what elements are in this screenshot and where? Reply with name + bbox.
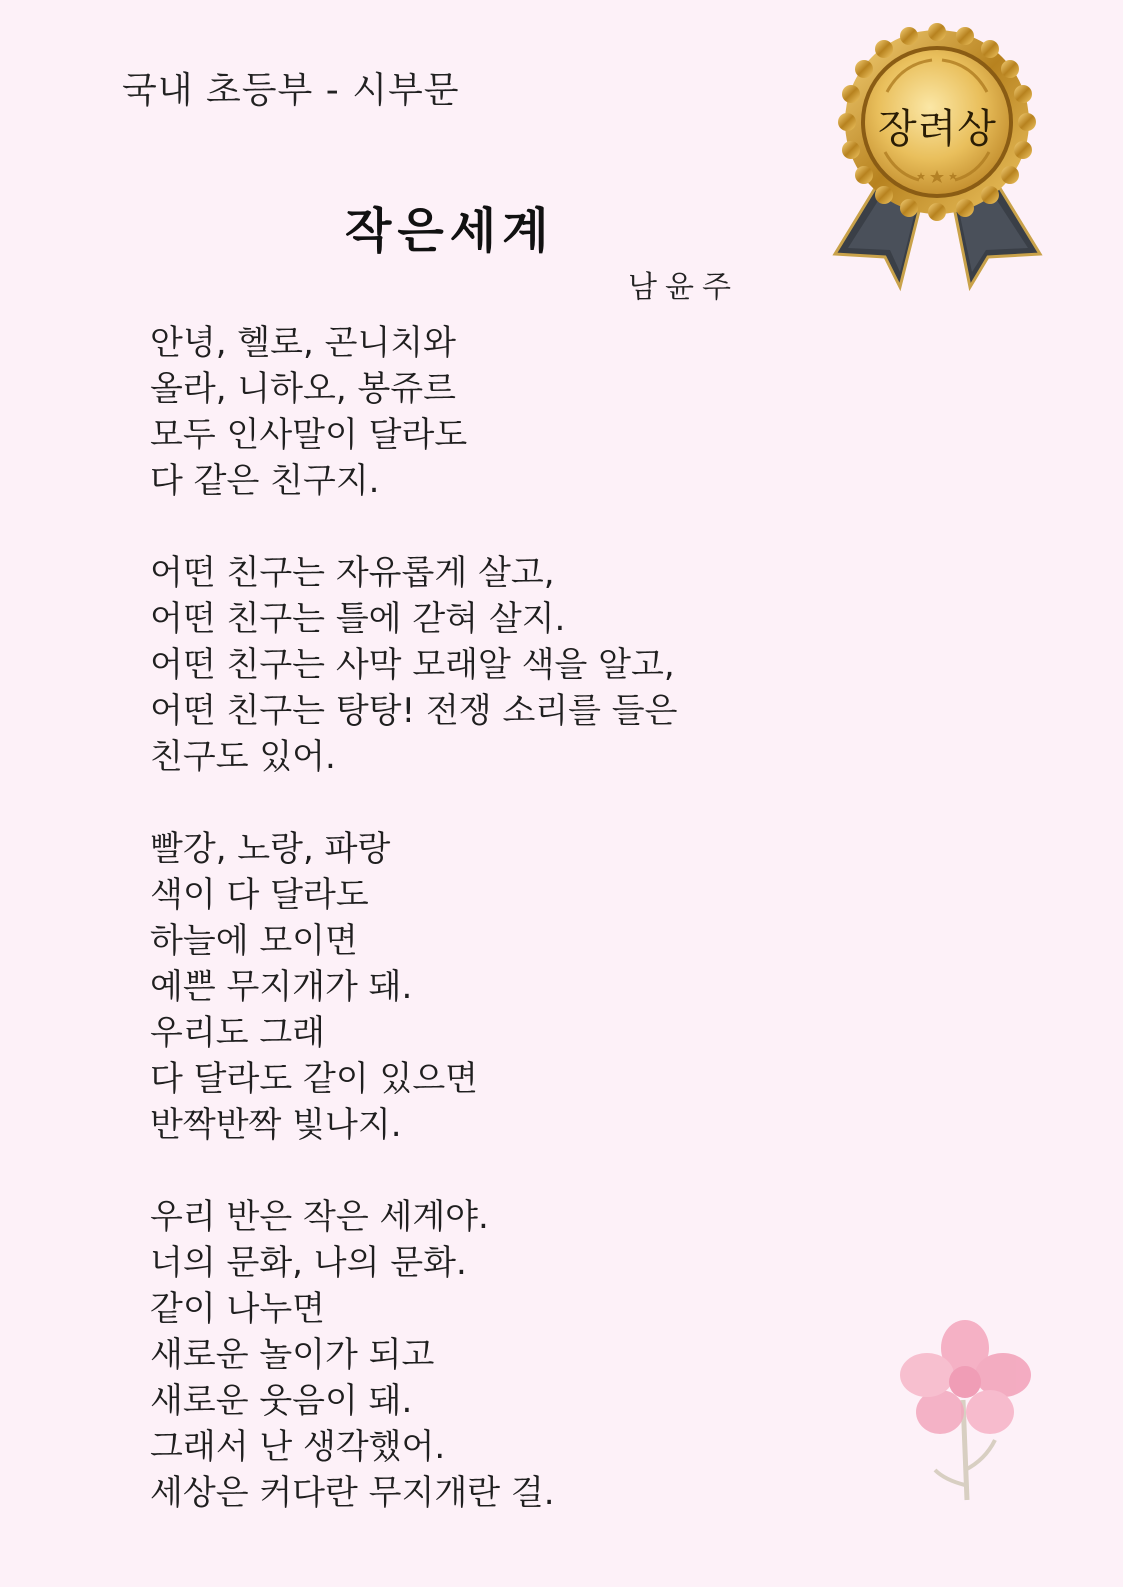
poem-line: 어떤 친구는 틀에 갇혀 살지.: [150, 599, 566, 639]
poem-line: 안녕, 헬로, 곤니치와: [150, 323, 456, 363]
poem-stanza: [150, 320, 850, 504]
poem-line: 새로운 놀이가 되고: [150, 1335, 435, 1375]
poem-line: 우리도 그래: [150, 1013, 326, 1053]
poem-line: 우리 반은 작은 세계야.: [150, 1197, 489, 1237]
poem-line: 친구도 있어.: [150, 737, 336, 777]
poem-line: 어떤 친구는 사막 모래알 색을 알고,: [150, 645, 675, 685]
poem-title: 작은세계: [345, 203, 555, 259]
poem-stanza: [150, 1194, 850, 1516]
poem-line: 반짝반짝 빛나지.: [150, 1105, 402, 1145]
poem-line: 빨강, 노랑, 파랑: [150, 829, 391, 869]
poem-line: 예쁜 무지개가 돼.: [150, 967, 413, 1007]
poem-author: 남윤주: [628, 270, 739, 305]
poem-line: 다 같은 친구지.: [150, 461, 380, 501]
poem-line: 그래서 난 생각했어.: [150, 1427, 446, 1467]
poem-line: 세상은 커다란 무지개란 걸.: [150, 1473, 555, 1513]
poem-line: 하늘에 모이면: [150, 921, 358, 961]
poem-line: 올라, 니하오, 봉쥬르: [150, 369, 456, 409]
poem-line: 색이 다 달라도: [150, 875, 369, 915]
poem-body: [150, 320, 850, 1562]
category-label: 국내 초등부 - 시부문: [122, 70, 460, 111]
poem-line: 새로운 웃음이 돼.: [150, 1381, 413, 1421]
poem-line: 어떤 친구는 자유롭게 살고,: [150, 553, 555, 593]
award-medal-icon: [830, 22, 1045, 297]
pink-flower-icon: [895, 1320, 1045, 1510]
poem-stanza: [150, 826, 850, 1148]
poem-line: 같이 나누면: [150, 1289, 326, 1329]
poem-stanza: [150, 550, 850, 780]
poem-line: 모두 인사말이 달라도: [150, 415, 468, 455]
poem-line: 다 달라도 같이 있으면: [150, 1059, 479, 1099]
poem-line: 너의 문화, 나의 문화.: [150, 1243, 467, 1283]
award-label: 장려상: [878, 106, 997, 152]
poem-line: 어떤 친구는 탕탕! 전쟁 소리를 들은: [150, 691, 678, 731]
